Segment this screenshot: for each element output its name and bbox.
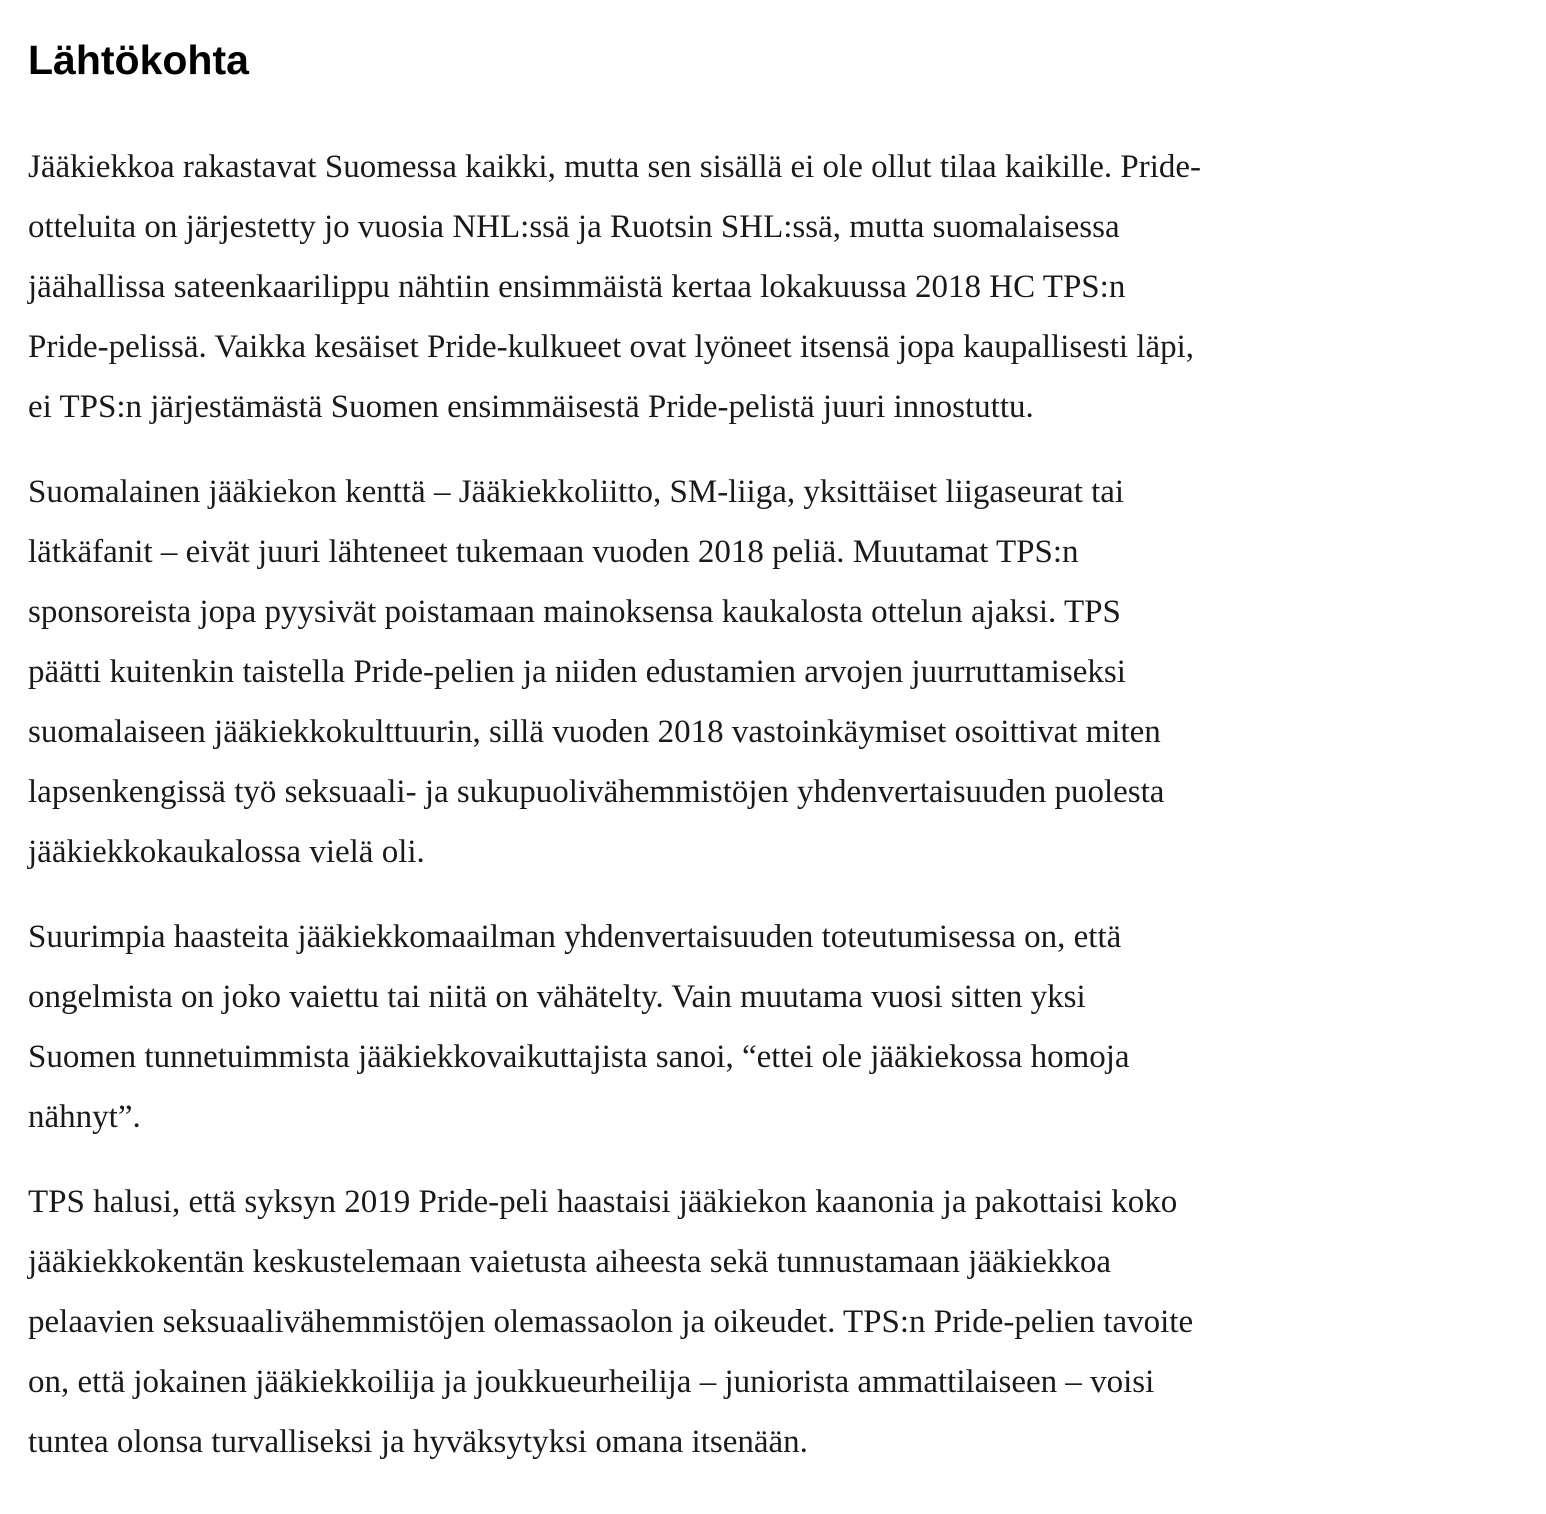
paragraph-line: otteluita on järjestetty jo vuosia NHL:ssä ja Ruotsin SHL:ssä, mutta suomalaisessa [28, 209, 1120, 245]
paragraph [28, 462, 1528, 882]
paragraph-line: päätti kuitenkin taistella Pride-pelien ja niiden edustamien arvojen juurruttamiseksi [28, 654, 1126, 690]
paragraph-line: ongelmista on joko vaiettu tai niitä on vähätelty. Vain muutama vuosi sitten yksi [28, 979, 1086, 1015]
paragraph-line: ei TPS:n järjestämästä Suomen ensimmäisestä Pride-pelistä juuri innostuttu. [28, 389, 1034, 425]
paragraph-line: jääkiekkokentän keskustelemaan vaietusta aiheesta sekä tunnustamaan jääkiekkoa [28, 1244, 1112, 1280]
paragraph-line: Suomen tunnetuimmista jääkiekkovaikuttajista sanoi, “ettei ole jääkiekossa homoja [28, 1039, 1130, 1075]
paragraph-line: lätkäfanit – eivät juuri lähteneet tukemaan vuoden 2018 peliä. Muutamat TPS:n [28, 534, 1079, 570]
paragraph-line: jääkiekkokaukalossa vielä oli. [28, 834, 425, 870]
paragraph [28, 137, 1528, 437]
paragraph [28, 907, 1528, 1147]
paragraph-line: Pride-pelissä. Vaikka kesäiset Pride-kulkueet ovat lyöneet itsensä jopa kaupallisesti läpi, [28, 329, 1195, 365]
paragraph-line: Jääkiekkoa rakastavat Suomessa kaikki, mutta sen sisällä ei ole ollut tilaa kaikille. Pride- [28, 149, 1202, 185]
paragraph-line: lapsenkengissä työ seksuaali- ja sukupuolivähemmistöjen yhdenvertaisuuden puolesta [28, 774, 1165, 810]
article-body [28, 137, 1528, 1497]
paragraph-line: pelaavien seksuaalivähemmistöjen olemassaolon ja oikeudet. TPS:n Pride-pelien tavoite [28, 1304, 1194, 1340]
paragraph-line: suomalaiseen jääkiekkokulttuurin, sillä vuoden 2018 vastoinkäymiset osoittivat miten [28, 714, 1161, 750]
paragraph-line: sponsoreista jopa pyysivät poistamaan mainoksensa kaukalosta ottelun ajaksi. TPS [28, 594, 1121, 630]
section-heading: Lähtökohta [28, 37, 249, 83]
paragraph-line: tuntea olonsa turvalliseksi ja hyväksytyksi omana itsenään. [28, 1424, 808, 1460]
paragraph-line: on, että jokainen jääkiekkoilija ja joukkueurheilija – juniorista ammattilaiseen – voisi [28, 1364, 1155, 1400]
paragraph-line: Suomalainen jääkiekon kenttä – Jääkiekkoliitto, SM-liiga, yksittäiset liigaseurat tai [28, 474, 1125, 510]
paragraph-line: Suurimpia haasteita jääkiekkomaailman yhdenvertaisuuden toteutumisessa on, että [28, 919, 1122, 955]
paragraph-line: nähnyt”. [28, 1099, 141, 1135]
paragraph-line: jäähallissa sateenkaarilippu nähtiin ensimmäistä kertaa lokakuussa 2018 HC TPS:n [28, 269, 1126, 305]
paragraph-line: TPS halusi, että syksyn 2019 Pride-peli haastaisi jääkiekon kaanonia ja pakottaisi koko [28, 1184, 1178, 1220]
paragraph [28, 1172, 1528, 1472]
